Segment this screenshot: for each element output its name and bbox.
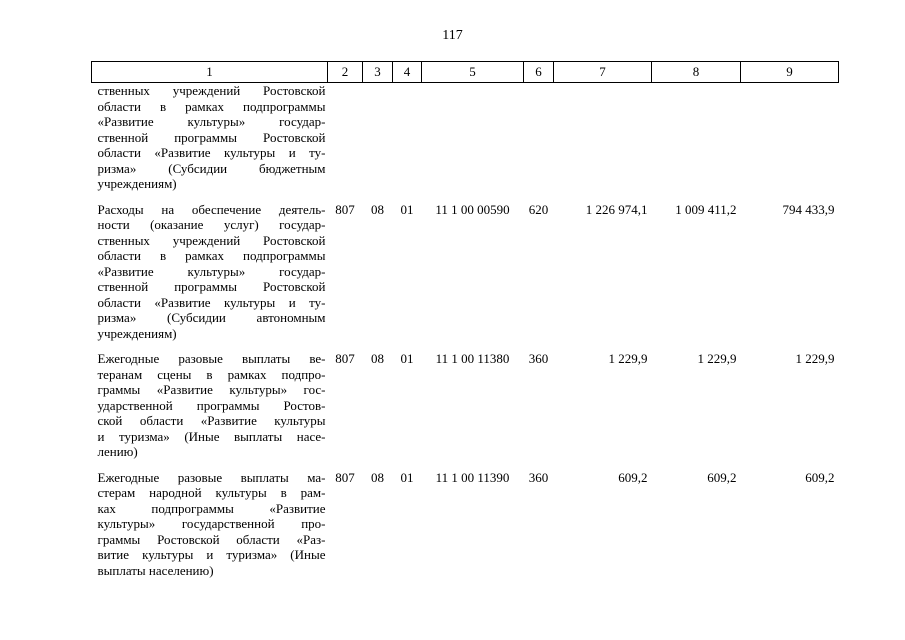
header-col-4: 4 xyxy=(393,62,422,83)
description-line: ках подпрограммы «Развитие xyxy=(97,500,326,516)
amount-year-2: 1 229,9 xyxy=(697,351,737,366)
row-description xyxy=(92,345,328,464)
amount-year-2: 1 009 411,2 xyxy=(675,201,737,217)
header-col-9: 9 xyxy=(741,62,839,83)
description-line: ственной программы Ростовской xyxy=(97,279,326,294)
header-col-2: 2 xyxy=(328,62,363,83)
description-line: теранам сцены в рамках подпро- xyxy=(97,366,326,382)
description-line: области «Развитие культуры и ту- xyxy=(97,145,326,160)
description-line: лению) xyxy=(97,444,138,459)
subsection-code xyxy=(393,83,422,196)
amount-year-2 xyxy=(652,83,741,196)
description-line: области в рамках подпрограммы xyxy=(97,248,326,263)
amount-year-1: 609,2 xyxy=(618,469,648,485)
description-line: ризма» (Субсидии бюджетным xyxy=(97,160,326,176)
header-col-1: 1 xyxy=(92,62,328,83)
target-article-code: 11 1 00 11390 xyxy=(435,469,510,485)
header-col-3: 3 xyxy=(363,62,393,83)
amount-year-3: 1 229,9 xyxy=(795,351,835,366)
description-line: «Развитие культуры» государ- xyxy=(97,263,326,279)
amount-year-2: 609,2 xyxy=(707,469,737,485)
expense-type-code: 360 xyxy=(528,351,549,366)
table-row xyxy=(92,464,839,583)
amount-year-1: 1 226 974,1 xyxy=(585,201,648,217)
description-line: ности (оказание услуг) государ- xyxy=(97,217,326,232)
description-line: граммы «Развитие культуры» гос- xyxy=(97,382,326,397)
header-col-8: 8 xyxy=(652,62,741,83)
target-article-code: 11 1 00 00590 xyxy=(435,201,510,217)
ministry-code: 807 xyxy=(335,201,355,217)
description-line: Расходы на обеспечение деятель- xyxy=(97,201,326,217)
description-line: витие культуры и туризма» (Иные xyxy=(97,547,326,562)
table-row xyxy=(92,196,839,346)
row-description xyxy=(92,83,328,196)
table-row xyxy=(92,345,839,464)
description-line: и туризма» (Иные выплаты насе- xyxy=(97,428,326,444)
description-line: учреждениям) xyxy=(97,176,177,191)
subsection-code: 01 xyxy=(400,201,414,217)
description-line: области «Развитие культуры и ту- xyxy=(97,294,326,310)
header-row xyxy=(92,62,839,83)
row-description xyxy=(92,196,328,346)
target-article-code: 11 1 00 11380 xyxy=(435,351,510,366)
description-line: стерам народной культуры в рам- xyxy=(97,485,326,500)
description-line: ственной программы Ростовской xyxy=(97,129,326,145)
subsection-code: 01 xyxy=(400,469,414,485)
description-line: культуры» государственной про- xyxy=(97,516,326,531)
table-row xyxy=(92,83,839,196)
subsection-code: 01 xyxy=(400,351,414,366)
budget-table xyxy=(91,61,839,582)
amount-year-3: 794 433,9 xyxy=(782,201,835,217)
expense-type-code xyxy=(524,83,554,196)
section-code: 08 xyxy=(371,469,384,485)
amount-year-1 xyxy=(554,83,652,196)
ministry-code xyxy=(328,83,363,196)
amount-year-3: 609,2 xyxy=(805,469,835,485)
expense-type-code: 620 xyxy=(528,201,549,217)
description-line: Ежегодные разовые выплаты ма- xyxy=(97,469,326,485)
table-body xyxy=(92,83,839,583)
page-number: 117 xyxy=(442,28,463,43)
description-line: области в рамках подпрограммы xyxy=(97,98,326,114)
description-line: учреждениям) xyxy=(97,325,177,341)
section-code: 08 xyxy=(371,201,384,217)
description-line: ударственной программы Ростов- xyxy=(97,397,326,413)
ministry-code: 807 xyxy=(335,469,355,485)
description-line: граммы Ростовской области «Раз- xyxy=(97,531,326,547)
row-description xyxy=(92,464,328,583)
description-line: ственных учреждений Ростовской xyxy=(97,83,326,98)
description-line: ской области «Развитие культуры xyxy=(97,413,326,428)
amount-year-3 xyxy=(741,83,839,196)
description-line: ризма» (Субсидии автономным xyxy=(97,310,326,325)
description-line: «Развитие культуры» государ- xyxy=(97,114,326,129)
section-code: 08 xyxy=(371,351,384,366)
header-col-7: 7 xyxy=(554,62,652,83)
description-line: ственных учреждений Ростовской xyxy=(97,232,326,248)
description-line: Ежегодные разовые выплаты ве- xyxy=(97,351,326,366)
expense-type-code: 360 xyxy=(528,469,549,485)
table-header xyxy=(92,62,839,83)
description-line: выплаты населению) xyxy=(97,562,214,578)
section-code xyxy=(363,83,393,196)
ministry-code: 807 xyxy=(335,351,355,366)
header-col-6: 6 xyxy=(524,62,554,83)
amount-year-1: 1 229,9 xyxy=(608,351,648,366)
target-article-code xyxy=(422,83,524,196)
header-col-5: 5 xyxy=(422,62,524,83)
